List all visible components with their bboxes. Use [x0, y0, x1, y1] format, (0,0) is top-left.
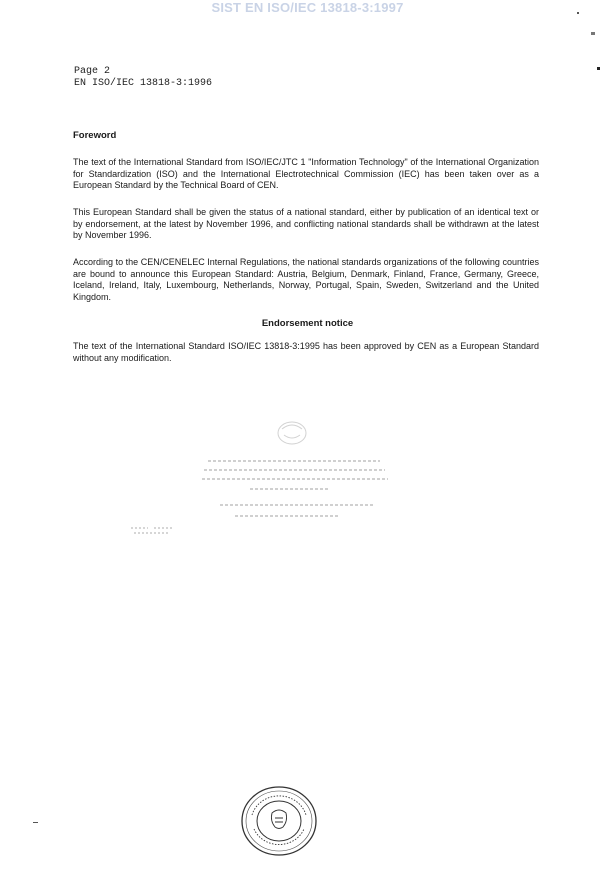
official-seal-image: [240, 785, 318, 857]
faded-stamp-image: [180, 415, 420, 540]
stray-mark: [597, 67, 600, 70]
page-number: Page 2: [74, 66, 111, 77]
stray-mark: [591, 32, 595, 35]
stray-mark: [33, 822, 38, 823]
page-header: [74, 66, 212, 90]
endorsement-text: The text of the International Standard ISO/IEC 13818-3:1995 has been approved by CEN as a European Standard without any modification.: [73, 341, 539, 363]
endorsement-heading: Endorsement notice: [261, 318, 354, 329]
foreword-paragraph: According to the CEN/CENELEC Internal Regulations, the national standards organizations of the following countries are bound to announce this European Standard: Austria, Belgium, Denmark, Finland, France, Germany, Greece, Iceland, Ireland, Italy, Luxembourg, Netherlands, Norway, Portugal, Spain, Sweden, Switzerland and the United Kingdom.: [73, 257, 539, 302]
stray-mark: [577, 12, 579, 14]
faded-mark-image: [128, 522, 178, 538]
standard-number: EN ISO/IEC 13818-3:1996: [74, 78, 213, 89]
foreword-heading: Foreword: [73, 130, 117, 141]
foreword-paragraph: This European Standard shall be given the status of a national standard, either by publication of an identical text or by endorsement, at the latest by November 1996, and conflicting national standards shall be withdrawn at the latest by November 1996.: [73, 207, 539, 240]
foreword-paragraph: The text of the International Standard from ISO/IEC/JTC 1 "Information Technology" of the International Organization for Standardization (ISO) and the International Electrotechnical Commission (IEC) has been taken over as a European Standard by the Technical Board of CEN.: [73, 157, 539, 190]
watermark-title: SIST EN ISO/IEC 13818-3:1997: [211, 0, 404, 15]
